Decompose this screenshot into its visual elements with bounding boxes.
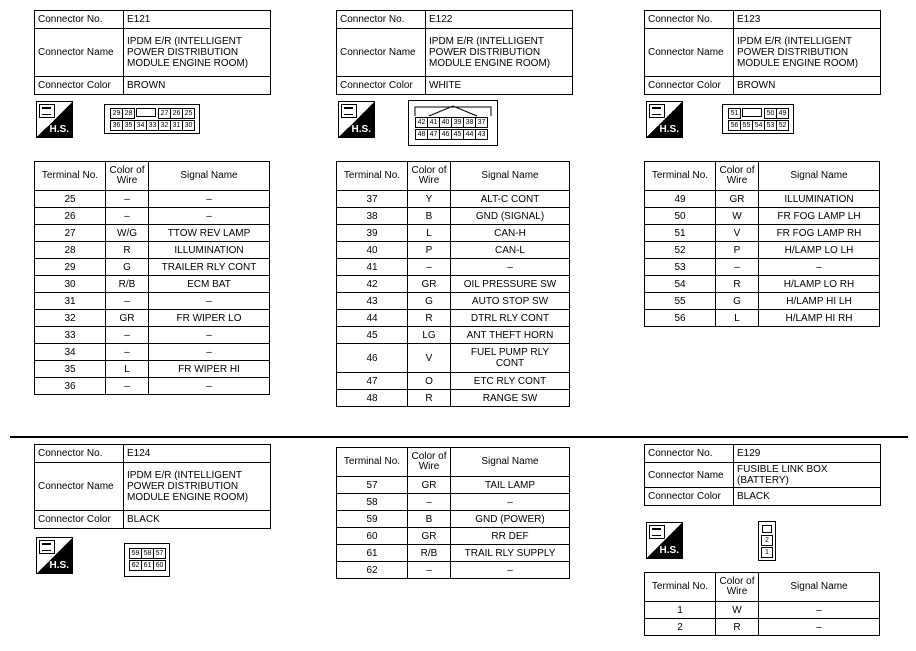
terminal-rows	[337, 191, 570, 407]
connector-e122-header	[336, 10, 573, 95]
terminal-cell: 40	[337, 242, 408, 259]
terminal-header: Terminal No.	[35, 162, 106, 191]
signal-cell: H/LAMP HI RH	[759, 310, 880, 327]
signal-header: Signal Name	[149, 162, 270, 191]
table-row	[35, 276, 270, 293]
pin: 45	[451, 129, 464, 140]
signal-cell: OIL PRESSURE SW	[451, 276, 570, 293]
table-row	[337, 259, 570, 276]
table-row	[337, 477, 570, 494]
terminal-cell: 57	[337, 477, 408, 494]
terminal-cell: 28	[35, 242, 106, 259]
terminal-cell: 51	[645, 225, 716, 242]
wire-color-header: Color of Wire	[716, 162, 759, 191]
terminal-cell: 29	[35, 259, 106, 276]
signal-cell: CAN-H	[451, 225, 570, 242]
table-row	[645, 208, 880, 225]
connector-no-value: E123	[734, 11, 881, 29]
connector-name-label: Connector Name	[645, 463, 734, 488]
connector-latch	[742, 108, 762, 117]
signal-cell: –	[759, 602, 880, 619]
table-row	[337, 562, 570, 579]
table-row	[35, 293, 270, 310]
connector-e129-header	[644, 444, 881, 506]
table-row	[337, 373, 570, 390]
wire-color-cell: V	[716, 225, 759, 242]
signal-cell: –	[759, 619, 880, 636]
wire-color-cell: LG	[408, 327, 451, 344]
terminal-cell: 37	[337, 191, 408, 208]
terminal-cell: 61	[337, 545, 408, 562]
wire-color-header: Color of Wire	[408, 162, 451, 191]
table-row	[645, 242, 880, 259]
table-row	[35, 259, 270, 276]
pin: 36	[110, 120, 123, 131]
table-row	[337, 511, 570, 528]
connector-color-value: BLACK	[124, 511, 271, 529]
connector-no-value: E129	[734, 445, 881, 463]
pin: 42	[415, 117, 428, 128]
harness-side-icon	[646, 101, 683, 138]
terminal-cell: 36	[35, 378, 106, 395]
signal-header: Signal Name	[451, 448, 570, 477]
table-row	[35, 191, 270, 208]
signal-cell: H/LAMP HI LH	[759, 293, 880, 310]
table-row	[337, 225, 570, 242]
table-row	[337, 242, 570, 259]
pin: 43	[475, 129, 488, 140]
terminal-rows	[337, 477, 570, 579]
wire-color-cell: R	[408, 310, 451, 327]
terminal-cell: 48	[337, 390, 408, 407]
hs-label: H.S.	[659, 545, 679, 556]
pin: 51	[728, 108, 741, 119]
pin: 34	[134, 120, 147, 131]
table-row	[337, 545, 570, 562]
connector-face-e122	[408, 100, 498, 146]
pin: 33	[146, 120, 159, 131]
terminal-cell: 30	[35, 276, 106, 293]
table-row	[337, 276, 570, 293]
wire-color-cell: L	[408, 225, 451, 242]
section-divider	[10, 436, 908, 438]
wire-color-cell: R/B	[106, 276, 149, 293]
signal-cell: ECM BAT	[149, 276, 270, 293]
wire-color-cell: R	[716, 276, 759, 293]
table-row	[337, 494, 570, 511]
table-row	[645, 310, 880, 327]
signal-cell: –	[451, 562, 570, 579]
pin: 61	[141, 560, 154, 571]
terminal-cell: 62	[337, 562, 408, 579]
wire-color-cell: GR	[408, 528, 451, 545]
pin: 49	[776, 108, 789, 119]
terminal-cell: 39	[337, 225, 408, 242]
terminal-header: Terminal No.	[337, 448, 408, 477]
pin: 60	[153, 560, 166, 571]
table-row	[337, 208, 570, 225]
connector-color-value: BROWN	[124, 77, 271, 95]
connector-name-value: IPDM E/R (INTELLIGENT POWER DISTRIBUTION MODULE ENGINE ROOM)	[124, 29, 271, 77]
terminal-cell: 41	[337, 259, 408, 276]
table-row	[35, 225, 270, 242]
wire-color-cell: W	[716, 208, 759, 225]
terminal-cell: 50	[645, 208, 716, 225]
pin: 44	[463, 129, 476, 140]
wire-color-cell: –	[408, 259, 451, 276]
signal-cell: ETC RLY CONT	[451, 373, 570, 390]
table-row	[35, 242, 270, 259]
connector-no-label: Connector No.	[35, 445, 124, 463]
wire-color-cell: GR	[408, 276, 451, 293]
connector-glyph-icon	[39, 540, 55, 554]
pin: 25	[182, 108, 195, 119]
signal-cell: H/LAMP LO LH	[759, 242, 880, 259]
pin: 48	[415, 129, 428, 140]
wire-color-cell: L	[716, 310, 759, 327]
pin: 62	[129, 560, 142, 571]
pin: 50	[764, 108, 777, 119]
wire-color-cell: L	[106, 361, 149, 378]
connector-color-value: WHITE	[426, 77, 573, 95]
pin: 58	[141, 548, 154, 559]
terminal-cell: 52	[645, 242, 716, 259]
terminal-cell: 27	[35, 225, 106, 242]
wire-color-cell: R	[716, 619, 759, 636]
signal-cell: ILLUMINATION	[149, 242, 270, 259]
terminal-cell: 25	[35, 191, 106, 208]
connector-color-value: BLACK	[734, 488, 881, 506]
table-row	[337, 390, 570, 407]
table-row	[645, 602, 880, 619]
table-row	[35, 310, 270, 327]
table-row	[645, 259, 880, 276]
signal-cell: FR FOG LAMP LH	[759, 208, 880, 225]
connector-glyph-icon	[39, 104, 55, 118]
wire-color-cell: –	[408, 494, 451, 511]
terminal-header: Terminal No.	[645, 162, 716, 191]
pin: 54	[752, 120, 765, 131]
connector-name-value: IPDM E/R (INTELLIGENT POWER DISTRIBUTION MODULE ENGINE ROOM)	[734, 29, 881, 77]
connector-color-label: Connector Color	[35, 77, 124, 95]
terminal-header: Terminal No.	[645, 573, 716, 602]
wire-color-cell: GR	[408, 477, 451, 494]
terminal-cell: 31	[35, 293, 106, 310]
table-row	[645, 225, 880, 242]
signal-cell: RR DEF	[451, 528, 570, 545]
signal-cell: FUEL PUMP RLY CONT	[451, 344, 570, 373]
connector-face-e123	[722, 104, 794, 134]
table-row	[35, 208, 270, 225]
table-row	[337, 528, 570, 545]
table-row	[337, 310, 570, 327]
terminal-cell: 26	[35, 208, 106, 225]
connector-face-e129	[758, 521, 776, 561]
pin: 53	[764, 120, 777, 131]
wire-color-cell: G	[408, 293, 451, 310]
connector-e121-header	[34, 10, 271, 95]
connector-glyph-icon	[341, 104, 357, 118]
pin: 29	[110, 108, 123, 119]
terminal-rows	[645, 602, 880, 636]
pin: 46	[439, 129, 452, 140]
terminal-cell: 49	[645, 191, 716, 208]
pin: 1	[761, 547, 773, 558]
terminal-cell: 46	[337, 344, 408, 373]
signal-cell: –	[149, 191, 270, 208]
pin: 2	[761, 535, 773, 546]
table-row	[645, 276, 880, 293]
signal-cell: –	[149, 208, 270, 225]
wire-color-cell: GR	[716, 191, 759, 208]
harness-side-icon	[36, 101, 73, 138]
signal-cell: CAN-L	[451, 242, 570, 259]
signal-header: Signal Name	[451, 162, 570, 191]
terminal-cell: 2	[645, 619, 716, 636]
wire-color-cell: G	[106, 259, 149, 276]
wire-color-cell: R/B	[408, 545, 451, 562]
pin: 37	[475, 117, 488, 128]
terminal-cell: 44	[337, 310, 408, 327]
terminal-cell: 47	[337, 373, 408, 390]
table-row	[35, 327, 270, 344]
terminal-cell: 60	[337, 528, 408, 545]
pin: 41	[427, 117, 440, 128]
wire-color-header: Color of Wire	[106, 162, 149, 191]
harness-side-icon	[338, 101, 375, 138]
table-row	[35, 344, 270, 361]
table-row	[337, 293, 570, 310]
wire-color-cell: W	[716, 602, 759, 619]
connector-no-value: E122	[426, 11, 573, 29]
signal-cell: –	[149, 327, 270, 344]
connector-name-value: IPDM E/R (INTELLIGENT POWER DISTRIBUTION MODULE ENGINE ROOM)	[426, 29, 573, 77]
terminal-cell: 32	[35, 310, 106, 327]
wire-color-cell: –	[106, 191, 149, 208]
harness-side-icon	[646, 522, 683, 559]
table-row	[645, 619, 880, 636]
signal-cell: –	[149, 293, 270, 310]
wire-color-cell: –	[408, 562, 451, 579]
connector-name-label: Connector Name	[35, 29, 124, 77]
table-row	[645, 293, 880, 310]
terminal-header: Terminal No.	[337, 162, 408, 191]
signal-cell: FR FOG LAMP RH	[759, 225, 880, 242]
pin: 55	[740, 120, 753, 131]
connector-no-value: E124	[124, 445, 271, 463]
terminal-cell: 33	[35, 327, 106, 344]
table-row	[337, 327, 570, 344]
wire-color-cell: B	[408, 511, 451, 528]
pin: 35	[122, 120, 135, 131]
connector-face-e124	[124, 543, 170, 577]
signal-cell: TRAIL RLY SUPPLY	[451, 545, 570, 562]
signal-cell: H/LAMP LO RH	[759, 276, 880, 293]
terminal-cell: 53	[645, 259, 716, 276]
terminal-table-e122	[336, 161, 570, 407]
signal-cell: –	[149, 344, 270, 361]
signal-cell: FR WIPER LO	[149, 310, 270, 327]
pin: 57	[153, 548, 166, 559]
pin: 39	[451, 117, 464, 128]
signal-cell: GND (POWER)	[451, 511, 570, 528]
terminal-cell: 56	[645, 310, 716, 327]
signal-cell: GND (SIGNAL)	[451, 208, 570, 225]
wire-color-cell: R	[106, 242, 149, 259]
pin: 59	[129, 548, 142, 559]
connector-glyph-icon	[649, 104, 665, 118]
pin: 52	[776, 120, 789, 131]
signal-cell: –	[759, 259, 880, 276]
pin: 56	[728, 120, 741, 131]
terminal-cell: 38	[337, 208, 408, 225]
signal-cell: RANGE SW	[451, 390, 570, 407]
connector-face-e121	[104, 104, 200, 134]
wire-color-cell: –	[716, 259, 759, 276]
terminal-cell: 45	[337, 327, 408, 344]
terminal-cell: 58	[337, 494, 408, 511]
connector-color-value: BROWN	[734, 77, 881, 95]
terminal-cell: 59	[337, 511, 408, 528]
hs-label: H.S.	[351, 124, 371, 135]
wire-color-cell: B	[408, 208, 451, 225]
pin: 28	[122, 108, 135, 119]
terminal-cell: 34	[35, 344, 106, 361]
connector-no-label: Connector No.	[337, 11, 426, 29]
table-row	[35, 378, 270, 395]
connector-latch	[762, 525, 772, 533]
pin: 38	[463, 117, 476, 128]
wire-color-cell: W/G	[106, 225, 149, 242]
hs-label: H.S.	[49, 560, 69, 571]
signal-header: Signal Name	[759, 162, 880, 191]
connector-name-value: IPDM E/R (INTELLIGENT POWER DISTRIBUTION MODULE ENGINE ROOM)	[124, 463, 271, 511]
connector-color-label: Connector Color	[337, 77, 426, 95]
signal-cell: ALT-C CONT	[451, 191, 570, 208]
terminal-cell: 54	[645, 276, 716, 293]
wire-color-cell: G	[716, 293, 759, 310]
connector-color-label: Connector Color	[645, 488, 734, 506]
terminal-cell: 1	[645, 602, 716, 619]
connector-name-label: Connector Name	[35, 463, 124, 511]
connector-latch	[136, 108, 156, 117]
connector-color-label: Connector Color	[645, 77, 734, 95]
signal-cell: TTOW REV LAMP	[149, 225, 270, 242]
table-row	[35, 361, 270, 378]
pin: 26	[170, 108, 183, 119]
wire-color-cell: –	[106, 208, 149, 225]
signal-cell: –	[149, 378, 270, 395]
terminal-table-e123	[644, 161, 880, 327]
wire-color-cell: –	[106, 293, 149, 310]
wire-color-cell: O	[408, 373, 451, 390]
pin: 30	[182, 120, 195, 131]
connector-no-value: E121	[124, 11, 271, 29]
pin: 27	[158, 108, 171, 119]
signal-cell: TRAILER RLY CONT	[149, 259, 270, 276]
terminal-rows	[645, 191, 880, 327]
wire-color-cell: GR	[106, 310, 149, 327]
connector-name-value: FUSIBLE LINK BOX (BATTERY)	[734, 463, 881, 488]
terminal-table-e129	[644, 572, 880, 636]
pin: 31	[170, 120, 183, 131]
connector-name-label: Connector Name	[337, 29, 426, 77]
signal-cell: FR WIPER HI	[149, 361, 270, 378]
signal-cell: DTRL RLY CONT	[451, 310, 570, 327]
wire-color-cell: R	[408, 390, 451, 407]
connector-no-label: Connector No.	[645, 11, 734, 29]
wire-color-cell: –	[106, 327, 149, 344]
signal-cell: ANT THEFT HORN	[451, 327, 570, 344]
connector-no-label: Connector No.	[35, 11, 124, 29]
terminal-cell: 43	[337, 293, 408, 310]
wire-color-cell: Y	[408, 191, 451, 208]
connector-glyph-icon	[649, 525, 665, 539]
table-row	[645, 191, 880, 208]
wire-color-header: Color of Wire	[716, 573, 759, 602]
wire-color-cell: –	[106, 378, 149, 395]
terminal-cell: 55	[645, 293, 716, 310]
harness-side-icon	[36, 537, 73, 574]
terminal-rows	[35, 191, 270, 395]
pin: 40	[439, 117, 452, 128]
table-row	[337, 191, 570, 208]
signal-cell: –	[451, 494, 570, 511]
pin: 32	[158, 120, 171, 131]
wire-color-cell: P	[408, 242, 451, 259]
hs-label: H.S.	[49, 124, 69, 135]
wire-color-header: Color of Wire	[408, 448, 451, 477]
wire-color-cell: –	[106, 344, 149, 361]
signal-cell: TAIL LAMP	[451, 477, 570, 494]
table-row	[337, 344, 570, 373]
connector-name-label: Connector Name	[645, 29, 734, 77]
wire-color-cell: V	[408, 344, 451, 373]
terminal-cell: 42	[337, 276, 408, 293]
connector-e123-header	[644, 10, 881, 95]
pin: 47	[427, 129, 440, 140]
wire-color-cell: P	[716, 242, 759, 259]
connector-e124-header	[34, 444, 271, 529]
connector-color-label: Connector Color	[35, 511, 124, 529]
terminal-table-e124	[336, 447, 570, 579]
signal-cell: –	[451, 259, 570, 276]
signal-header: Signal Name	[759, 573, 880, 602]
terminal-cell: 35	[35, 361, 106, 378]
terminal-table-e121	[34, 161, 270, 395]
signal-cell: AUTO STOP SW	[451, 293, 570, 310]
hs-label: H.S.	[659, 124, 679, 135]
signal-cell: ILLUMINATION	[759, 191, 880, 208]
connector-no-label: Connector No.	[645, 445, 734, 463]
